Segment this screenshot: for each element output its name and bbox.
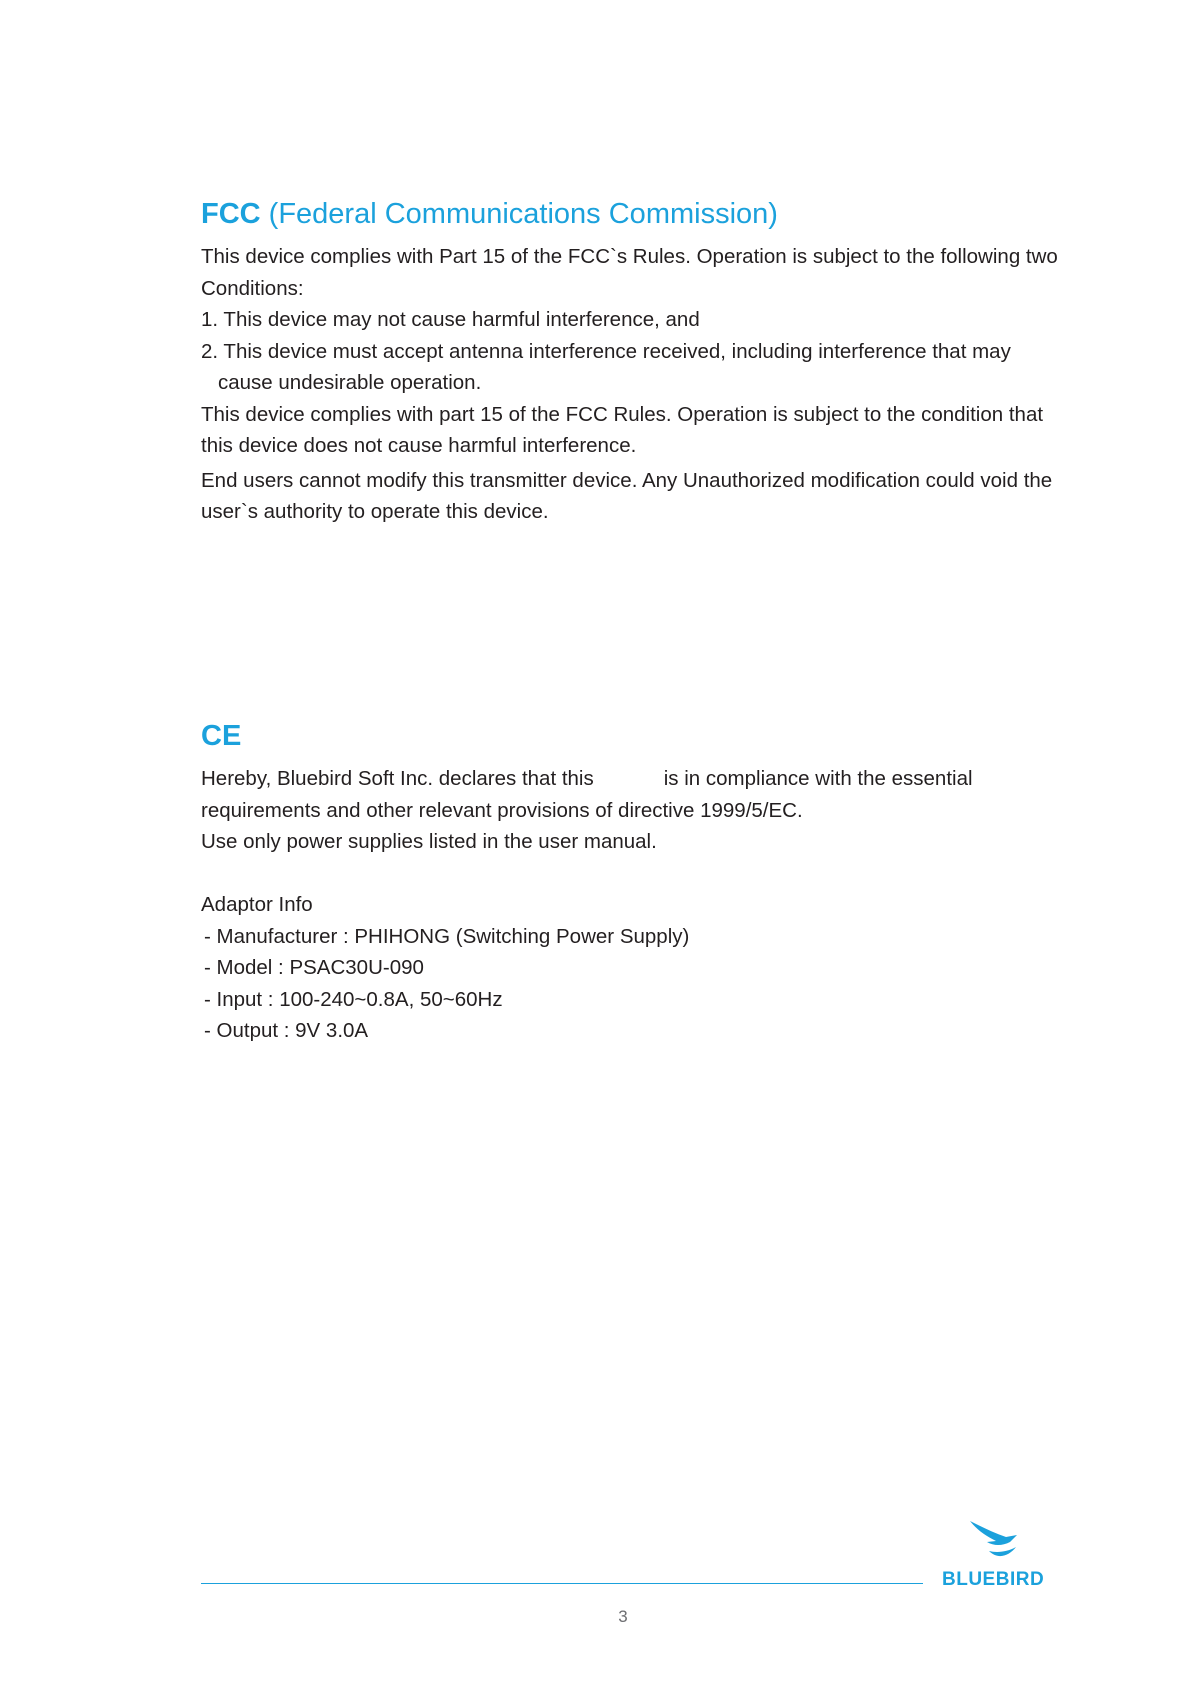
fcc-paragraph-3: End users cannot modify this transmitter device. Any Unauthorized modification could void the user`s authority to operate this device.	[201, 468, 1053, 523]
adaptor-model: - Model : PSAC30U-090	[204, 956, 424, 979]
brand-name: BLUEBIRD	[942, 1569, 1045, 1590]
fcc-intro: This device complies with Part 15 of the FCC`s Rules. Operation is subject to the following two Conditions:	[201, 245, 1058, 300]
footer-divider	[201, 1583, 923, 1584]
adaptor-output: - Output : 9V 3.0A	[204, 1019, 369, 1042]
fcc-paragraph-2: This device complies with part 15 of the FCC Rules. Operation is subject to the condition that this device does not cause harmful interference.	[201, 402, 1044, 457]
fcc-title	[201, 196, 1061, 232]
fcc-title-full: (Federal Communications Commission)	[268, 198, 778, 230]
page-number: 3	[618, 1607, 628, 1626]
ce-section	[201, 718, 1061, 1047]
fcc-condition-1: 1. This device may not cause harmful interference, and	[201, 308, 700, 331]
adaptor-input: - Input : 100-240~0.8A, 50~60Hz	[204, 987, 503, 1011]
ce-declaration	[201, 763, 1061, 826]
ce-title: CE	[201, 720, 242, 752]
bluebird-logo	[940, 1519, 1050, 1591]
ce-declaration-start: Hereby, Bluebird Soft Inc. declares that this	[201, 767, 594, 790]
ce-declaration-end: is in compliance with the essential requirements and other relevant provisions of directive 1999/5/EC.	[201, 767, 973, 822]
fcc-title-abbrev: FCC	[201, 198, 261, 230]
ce-power-note: Use only power supplies listed in the user manual.	[201, 830, 657, 853]
fcc-section	[201, 196, 1061, 528]
adaptor-heading: Adaptor Info	[201, 893, 313, 916]
adaptor-manufacturer: - Manufacturer : PHIHONG (Switching Power Supply)	[204, 924, 690, 948]
bird-icon	[968, 1519, 1022, 1561]
fcc-condition-2: 2. This device must accept antenna interference received, including interference that may cause undesirable operation.	[201, 339, 1011, 394]
